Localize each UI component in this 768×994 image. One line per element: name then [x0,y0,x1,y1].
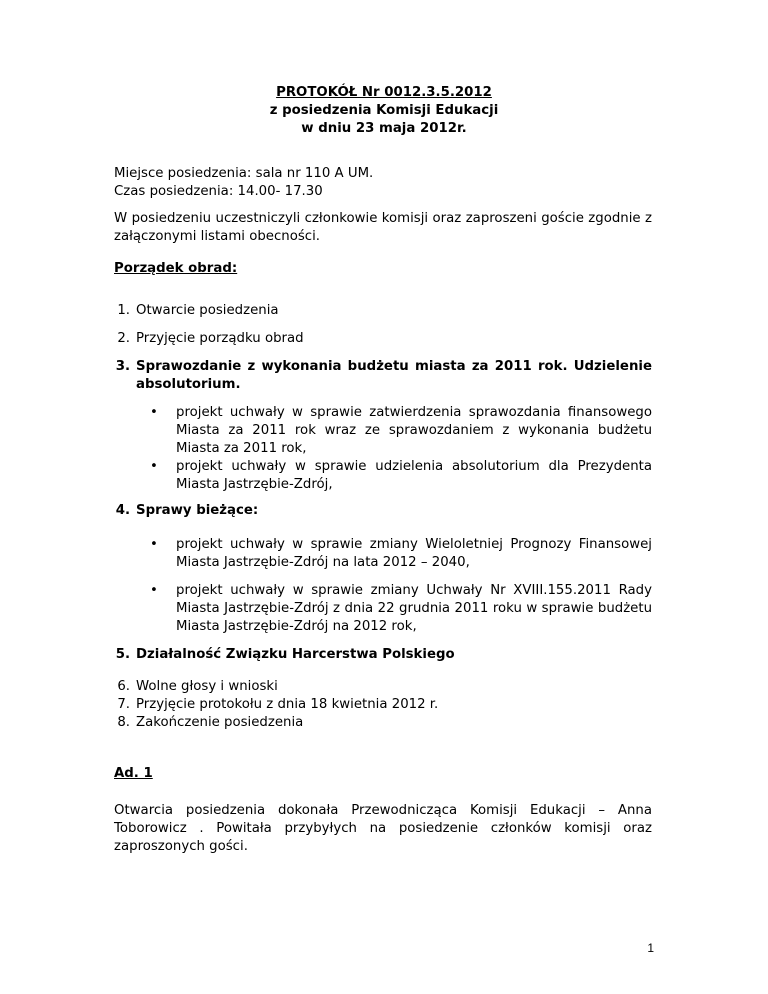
protocol-title: PROTOKÓŁ Nr 0012.3.5.2012 [276,85,492,100]
bullet-item [150,404,652,458]
document-header [0,84,768,138]
agenda-item-text: Sprawozdanie z wykonania budżetu miasta za 2011 rok. Udzielenie absolutorium. [136,359,652,392]
bullet-icon: • [150,405,158,420]
agenda-item-number: 3. [115,359,130,374]
agenda-item-text: Wolne głosy i wnioski [136,679,278,694]
agenda-item-number: 7. [117,697,130,712]
bullet-text: projekt uchwały w sprawie zatwierdzenia sprawozdania finansowego Miasta za 2011 rok wraz ze sprawozdaniem z wykonania budżetu Miasta za 2011 rok, [176,405,652,456]
bullet-item [150,582,652,636]
agenda-item [114,714,652,732]
bullet-item [150,536,652,572]
agenda-item [114,302,652,320]
protocol-date: w dniu 23 maja 2012r. [301,121,467,136]
meeting-time: Czas posiedzenia: 14.00- 17.30 [114,184,323,199]
agenda-item-number: 6. [117,679,130,694]
ad1-heading: Ad. 1 [114,766,153,781]
agenda-item [114,646,652,664]
bullet-item [150,458,652,494]
agenda-item [114,330,652,348]
agenda-item-number: 5. [115,647,130,662]
agenda-item [114,678,652,696]
ad1-paragraph: Otwarcia posiedzenia dokonała Przewodnicząca Komisji Edukacji – Anna Toborowicz . Powitała przybyłych na posiedzenie członków komisji oraz zaproszonych gości. [114,803,652,854]
agenda-item-text: Sprawy bieżące: [136,503,259,518]
page-number: 1 [647,941,654,955]
agenda-item [114,502,652,520]
bullet-icon: • [150,537,158,552]
agenda-item-text: Przyjęcie porządku obrad [136,331,304,346]
intro-paragraph: W posiedzeniu uczestniczyli członkowie komisji oraz zaproszeni goście zgodnie z załączonymi listami obecności. [114,211,652,244]
meeting-place: Miejsce posiedzenia: sala nr 110 A UM. [114,166,374,181]
bullet-icon: • [150,583,158,598]
agenda-item-text: Otwarcie posiedzenia [136,303,279,318]
agenda-item-number: 8. [117,715,130,730]
agenda-item-text: Działalność Związku Harcerstwa Polskiego [136,647,455,662]
agenda-item [114,358,652,394]
bullet-text: projekt uchwały w sprawie zmiany Uchwały Nr XVIII.155.2011 Rady Miasta Jastrzębie-Zdrój z dnia 22 grudnia 2011 roku w sprawie budżetu Miasta Jastrzębie-Zdrój na 2012 rok, [176,583,652,634]
bullet-text: projekt uchwały w sprawie udzielenia absolutorium dla Prezydenta Miasta Jastrzębie-Zdrój, [176,459,652,492]
agenda-item-number: 1. [117,303,130,318]
agenda-item-number: 4. [115,503,130,518]
bullet-icon: • [150,459,158,474]
agenda-item-text: Zakończenie posiedzenia [136,715,304,730]
agenda-item-text: Przyjęcie protokołu z dnia 18 kwietnia 2012 r. [136,697,439,712]
agenda-item-number: 2. [117,331,130,346]
agenda-item [114,696,652,714]
bullet-text: projekt uchwały w sprawie zmiany Wieloletniej Prognozy Finansowej Miasta Jastrzębie-Zdrój na lata 2012 – 2040, [176,537,652,570]
protocol-subtitle: z posiedzenia Komisji Edukacji [269,103,499,118]
agenda-heading: Porządek obrad: [114,261,238,276]
